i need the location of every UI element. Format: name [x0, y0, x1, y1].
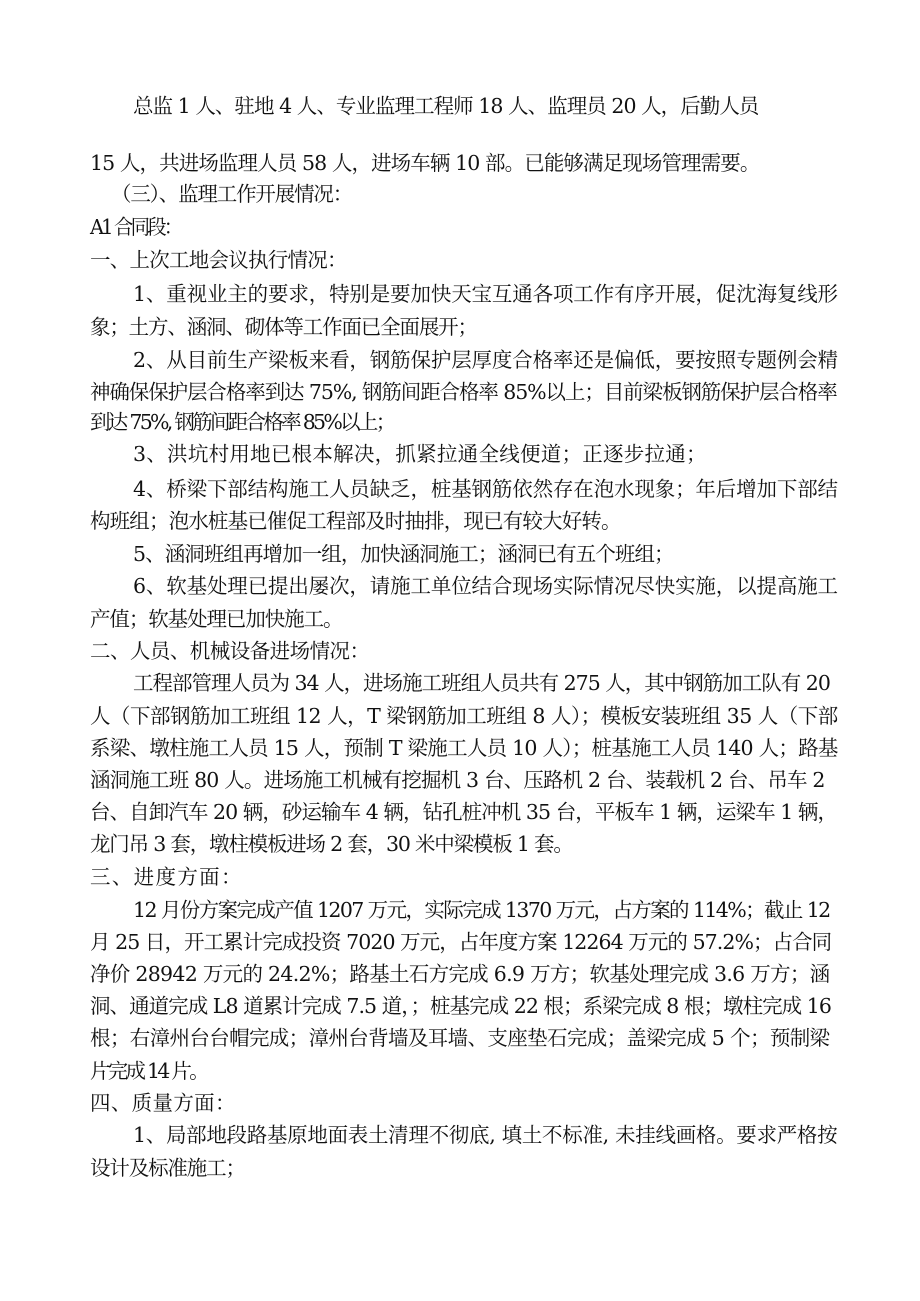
text-line: 龙门吊 3 套，墩柱模板进场 2 套，30 米中梁模板 1 套。	[90, 832, 573, 856]
text-line: 工程部管理人员为 34 人，进场施工班组人员共有 275 人，其中钢筋加工队有 20	[133, 671, 830, 695]
text-line: 3、洪坑村用地已根本解决，抓紧拉通全线便道；正逐步拉通；	[133, 442, 707, 466]
text-line: 总监 1 人、驻地 4 人、专业监理工程师 18 人、监理员 20 人，后勤人员	[133, 94, 759, 118]
text-line: 神确保保护层合格率到达 75%, 钢筋间距合格率 85%以上；目前梁板钢筋保护层合格率	[90, 380, 837, 404]
text-line: 到达 75%, 钢筋间距合格率 85%以上；	[90, 410, 394, 434]
text-line: 涵洞施工班 80 人。进场施工机械有挖掘机 3 台、压路机 2 台、装载机 2 台、吊车 2	[90, 768, 825, 792]
text-line: 系梁、墩柱施工人员 15 人，预制 T 梁施工人员 10 人）；桩基施工人员 140 人；路基	[90, 736, 838, 760]
text-line: 洞、通道完成 L8 道累计完成 7.5 道，；桩基完成 22 根；系梁完成 8 根；墩柱完成 16	[90, 994, 831, 1018]
text-line: 四、质量方面：	[90, 1091, 236, 1115]
text-line: 4、桥梁下部结构施工人员缺乏，桩基钢筋依然存在泡水现象；年后增加下部结	[133, 477, 838, 501]
text-line: 1、局部地段路基原地面表土清理不彻底, 填土不标准, 未挂线画格。要求严格按	[133, 1123, 838, 1147]
text-line: 设计及标准施工；	[90, 1156, 245, 1180]
text-line: 二、人员、机械设备进场情况：	[90, 639, 370, 663]
text-line: 1、重视业主的要求，特别是要加快天宝互通各项工作有序开展，促沈海复线形	[133, 282, 838, 306]
text-line: 2、从目前生产梁板来看，钢筋保护层厚度合格率还是偏低，要按照专题例会精	[133, 348, 838, 372]
text-line: 台、自卸汽车 20 辆，砂运输车 4 辆，钻孔桩冲机 35 台，平板车 1 辆，运梁车 1 辆，	[90, 800, 838, 824]
text-line: 5、涵洞班组再增加一组，加快涵洞施工；涵洞已有五个班组；	[133, 542, 674, 566]
text-line: 根；右漳州台台帽完成；漳州台背墙及耳墙、支座垫石完成；盖梁完成 5 个；预制梁	[90, 1026, 830, 1050]
text-line: 象；土方、涵洞、砌体等工作面已全面展开；	[90, 315, 477, 339]
text-line: 月 25 日，开工累计完成投资 7020 万元，占年度方案 12264 万元的 57.2%；占合同	[90, 930, 832, 954]
text-line: （三）、监理工作开展情况：	[111, 182, 353, 206]
text-line: 6、软基处理已提出屡次，请施工单位结合现场实际情况尽快实施，以提高施工	[133, 574, 838, 598]
text-line: 产值；软基处理已加快施工。	[90, 607, 343, 631]
text-line: 净价 28942 万元的 24.2%；路基土石方完成 6.9 万方；软基处理完成 3.6 万方；涵	[90, 962, 830, 986]
text-line: 12 月份方案完成产值 1207 万元，实际完成 1370 万元，占方案的 114%；截止 12	[133, 898, 830, 922]
text-line: 三、进度方面：	[90, 865, 243, 889]
text-line: 片完成 14 片。	[90, 1059, 207, 1083]
text-line: 一、上次工地会议执行情况：	[90, 248, 347, 272]
text-line: 构班组；泡水桩基已催促工程部及时抽排，现已有较大好转。	[90, 509, 621, 533]
text-line: A1 合同段：	[90, 215, 181, 239]
text-line: 人（下部钢筋加工班组 12 人，T 梁钢筋加工班组 8 人）；模板安装班组 35 人（下部	[90, 704, 838, 728]
text-line: 15 人，共进场监理人员 58 人，进场车辆 10 部。已能够满足现场管理需要。	[90, 151, 760, 175]
